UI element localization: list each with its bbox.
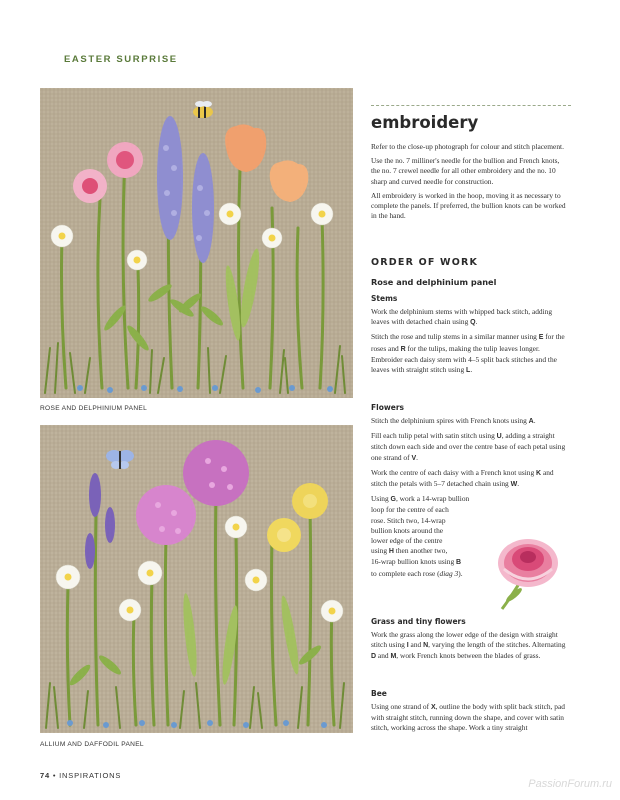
intro-paragraph: Use the no. 7 milliner's needle for the bullion and French knots, the no. 7 crewel needle for all other embroidery and the no. 10 sharp and curved needle for construction. <box>371 156 560 186</box>
flowers-paragraph: Fill each tulip petal with satin stitch using U, adding a straight stitch down each side and over the centre base of each petal using one strand of V. <box>371 431 566 462</box>
magazine-name: INSPIRATIONS <box>59 771 122 780</box>
bee-paragraph: Using one strand of X, outline the body with split back stitch, pad with straight stitch, running down the shape, and cover with satin stitch, working across the shape. Work a tiny straight <box>371 702 565 733</box>
page-footer <box>40 771 121 780</box>
watermark: PassionForum.ru <box>528 778 612 790</box>
stems-text <box>371 307 569 380</box>
bee-text <box>371 702 569 738</box>
stems-paragraph: Stitch the rose and tulip stems in a similar manner using E for the roses and R for the tulips, making the tulip leaves longer. Embroider each daisy stem with 4–5 split back stitches and the leaves with straight stitch using L. <box>371 332 565 375</box>
grass-paragraph: Work the grass along the lower edge of the design with straight stitch using I and N, varying the length of the stitches. Alternating D and M, work French knots between the blades of grass. <box>371 630 566 661</box>
intro-text <box>371 142 569 225</box>
grass-text <box>371 630 569 667</box>
intro-paragraph: All embroidery is worked in the hoop, moving it as necessary to complete the panels. If preferred, the bullion knots can be worked in the hand. <box>371 190 566 221</box>
panel-heading: Rose and delphinium panel <box>371 277 497 287</box>
rose-panel-caption: ROSE AND DELPHINIUM PANEL <box>40 405 148 412</box>
article-heading: embroidery <box>371 113 479 132</box>
heading-rule <box>371 105 571 106</box>
intro-paragraph: Refer to the close-up photograph for colour and stitch placement. <box>371 142 564 151</box>
flowers-heading: Flowers <box>371 403 405 412</box>
flowers-paragraph: Work the centre of each daisy with a French knot using K and stitch the petals with 5–7 detached chain using W. <box>371 467 554 489</box>
grass-heading: Grass and tiny flowers <box>371 617 466 626</box>
section-tag: EASTER SURPRISE <box>64 54 178 65</box>
stems-paragraph: Work the delphinium stems with whipped back stitch, adding leaves with detached chain using Q. <box>371 307 553 327</box>
allium-panel-caption: ALLIUM AND DAFFODIL PANEL <box>40 741 144 748</box>
rose-delphinium-photo <box>40 88 353 398</box>
rose-instructions: Using G, work a 14-wrap bullion loop for the centre of each rose. Stitch two, 14-wrap bullion knots around the lower edge of the centre using H then another two, 16-wrap bullion knots using B to complete each rose (diag 3). <box>371 494 470 578</box>
page-number: 74 <box>40 771 50 780</box>
rose-diagram <box>484 523 572 615</box>
flowers-paragraph: Stitch the delphinium spires with French knots using A. <box>371 416 536 425</box>
allium-daffodil-photo <box>40 425 353 733</box>
stems-heading: Stems <box>371 294 398 303</box>
bee-heading: Bee <box>371 689 387 698</box>
order-of-work-heading: ORDER OF WORK <box>371 257 479 268</box>
footer-separator: • <box>52 771 57 780</box>
